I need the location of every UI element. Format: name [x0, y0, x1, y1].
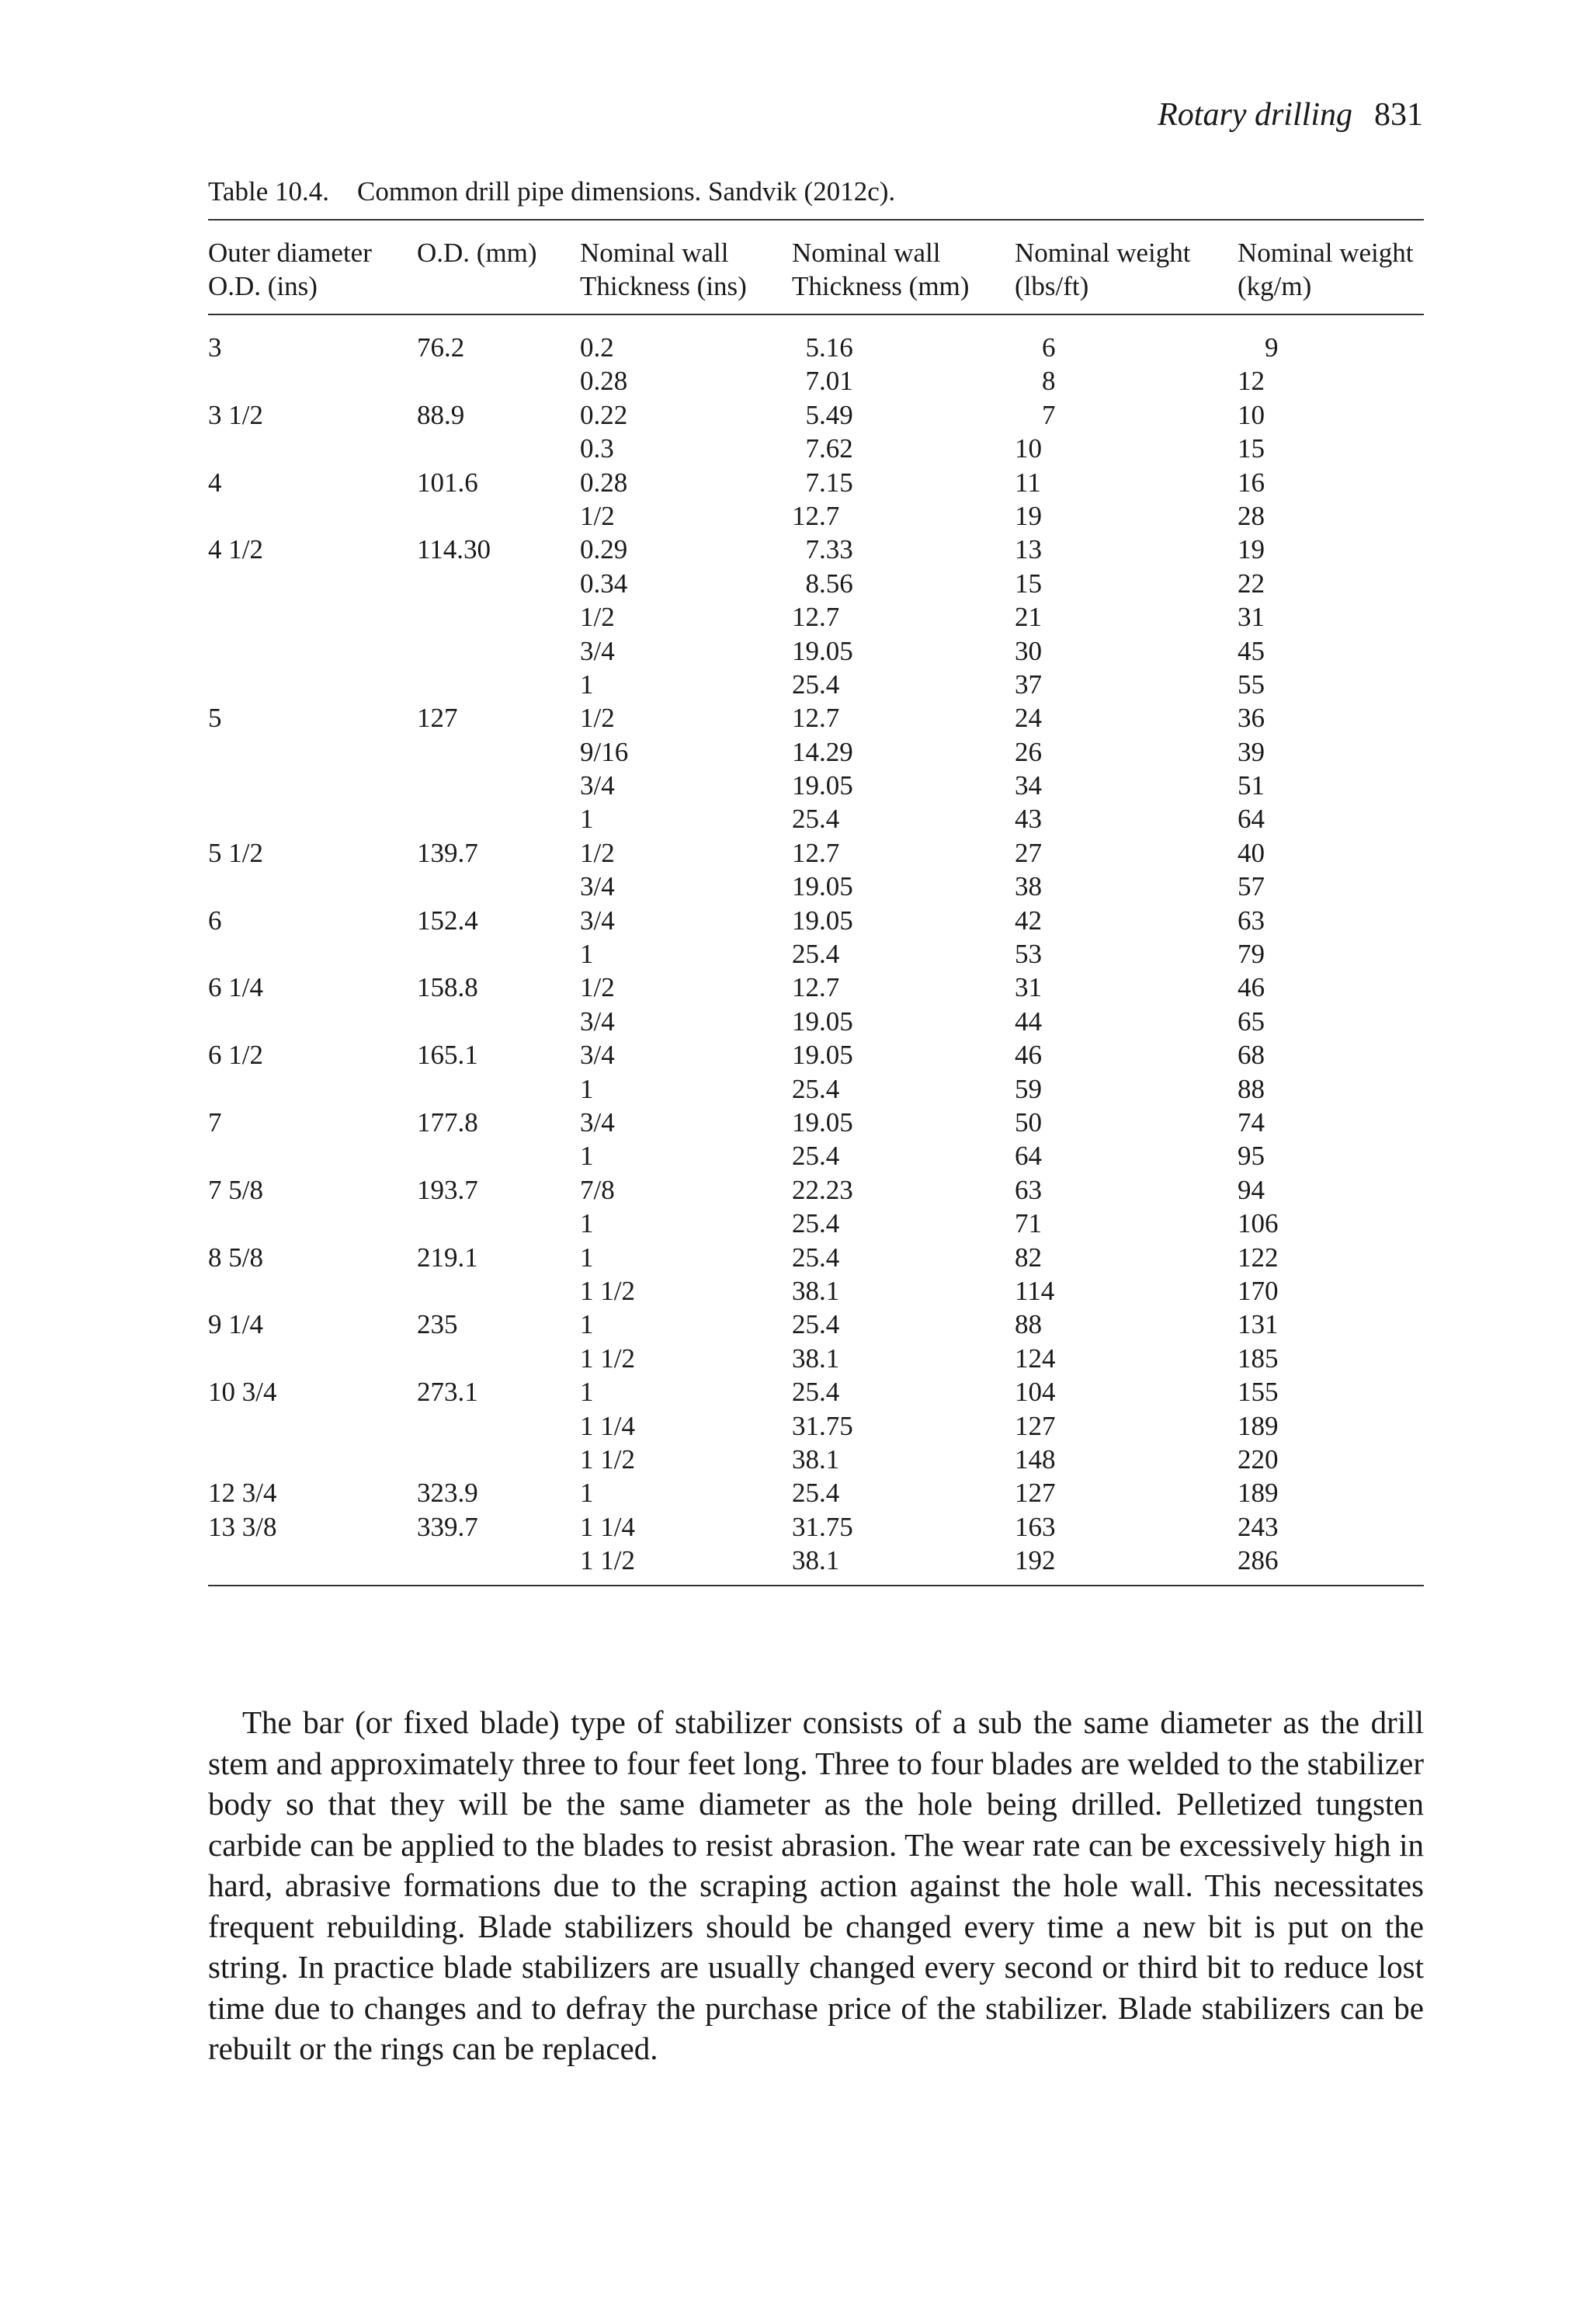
od-mm-cell: 114.30 — [417, 534, 491, 565]
wall-mm-cell: 19.05 — [792, 770, 853, 801]
od-ins-cell — [208, 600, 417, 634]
od-ins-cell — [208, 499, 417, 533]
wall-mm-cell: 25.4 — [792, 1073, 840, 1104]
od-ins-cell: 13 3/8 — [208, 1511, 277, 1542]
od-mm-cell: 152.4 — [417, 905, 478, 936]
wall-ins-cell: 0.2 — [580, 332, 614, 363]
weight-kg-cell: 155 — [1238, 1377, 1279, 1408]
wall-ins-cell: 0.28 — [580, 467, 628, 498]
weight-lbs-cell: 24 — [1015, 703, 1042, 734]
weight-kg-cell: 9 — [1238, 332, 1279, 363]
wall-ins-cell: 1 — [580, 1242, 594, 1273]
weight-lbs-cell: 15 — [1015, 568, 1042, 599]
table-row — [208, 331, 1424, 364]
weight-kg-cell: 45 — [1238, 635, 1265, 666]
od-mm-cell — [417, 769, 580, 802]
weight-kg-cell: 51 — [1238, 770, 1265, 801]
weight-kg-cell: 39 — [1238, 736, 1265, 767]
wall-ins-cell: 3/4 — [580, 871, 615, 902]
weight-kg-cell: 46 — [1238, 972, 1265, 1003]
table-bottom-rule — [208, 1585, 1424, 1586]
wall-mm-cell: 31.75 — [792, 1511, 853, 1542]
od-mm-cell — [417, 499, 580, 533]
od-mm-cell — [417, 1005, 580, 1038]
wall-mm-cell: 19.05 — [792, 635, 853, 666]
wall-mm-cell: 12.7 — [792, 972, 840, 1003]
wall-ins-cell: 3/4 — [580, 770, 615, 801]
weight-lbs-cell: 114 — [1015, 1275, 1055, 1306]
wall-mm-cell: 25.4 — [792, 1208, 840, 1239]
od-mm-cell: 235 — [417, 1309, 458, 1340]
weight-kg-cell: 68 — [1238, 1040, 1265, 1071]
weight-kg-cell: 95 — [1238, 1141, 1265, 1172]
weight-kg-cell: 63 — [1238, 905, 1265, 936]
table-row — [208, 971, 1424, 1004]
weight-lbs-cell: 11 — [1015, 467, 1041, 498]
od-ins-cell — [208, 1409, 417, 1443]
od-ins-cell — [208, 1207, 417, 1240]
table-caption-text: Common drill pipe dimensions. Sandvik (2012c). — [356, 176, 896, 207]
wall-ins-cell: 1 1/4 — [580, 1511, 635, 1542]
od-ins-cell: 6 1/2 — [208, 1040, 263, 1071]
od-ins-cell — [208, 937, 417, 971]
running-head-title: Rotary drilling — [1158, 97, 1352, 133]
wall-ins-cell: 1/2 — [580, 972, 615, 1003]
weight-kg-cell: 189 — [1238, 1478, 1279, 1509]
wall-mm-cell: 38.1 — [792, 1545, 840, 1576]
table-row — [208, 466, 1424, 499]
wall-ins-cell: 1 — [580, 1309, 594, 1340]
weight-kg-cell: 170 — [1238, 1275, 1279, 1306]
table-row — [208, 802, 1424, 835]
od-mm-cell: 165.1 — [417, 1040, 478, 1071]
od-ins-cell — [208, 1443, 417, 1476]
wall-mm-cell: 12.7 — [792, 703, 840, 734]
wall-mm-cell: 19.05 — [792, 1006, 853, 1037]
table-row — [208, 533, 1424, 566]
od-ins-cell: 6 1/4 — [208, 972, 263, 1003]
weight-lbs-cell: 44 — [1015, 1006, 1042, 1037]
wall-ins-cell: 1 — [580, 1141, 594, 1172]
wall-ins-cell: 1 — [580, 1478, 594, 1509]
od-mm-cell — [417, 634, 580, 668]
table-row — [208, 1510, 1424, 1544]
weight-kg-cell: 122 — [1238, 1242, 1279, 1273]
od-mm-cell: 88.9 — [417, 399, 465, 430]
od-ins-cell: 10 3/4 — [208, 1377, 277, 1408]
od-mm-cell — [417, 1274, 580, 1308]
weight-kg-cell: 57 — [1238, 871, 1265, 902]
wall-ins-cell: 0.28 — [580, 366, 628, 397]
table-row — [208, 1308, 1424, 1341]
od-mm-cell: 273.1 — [417, 1377, 478, 1408]
wall-mm-cell: 12.7 — [792, 837, 840, 868]
od-mm-cell — [417, 1207, 580, 1240]
od-ins-cell: 3 — [208, 332, 222, 363]
od-ins-cell: 5 — [208, 703, 222, 734]
table-row — [208, 1072, 1424, 1106]
table-row — [208, 769, 1424, 802]
od-mm-cell — [417, 364, 580, 398]
weight-kg-cell: 286 — [1238, 1545, 1279, 1576]
wall-ins-cell: 9/16 — [580, 736, 629, 767]
weight-kg-cell: 31 — [1238, 602, 1265, 633]
weight-lbs-cell: 34 — [1015, 770, 1042, 801]
wall-ins-cell: 1 1/2 — [580, 1275, 635, 1306]
wall-mm-cell: 25.4 — [792, 1309, 840, 1340]
wall-ins-cell: 1 — [580, 1208, 594, 1239]
wall-ins-cell: 1 1/2 — [580, 1343, 635, 1374]
od-mm-cell: 177.8 — [417, 1106, 478, 1138]
weight-lbs-cell: 30 — [1015, 635, 1042, 666]
wall-ins-cell: 3/4 — [580, 1040, 615, 1071]
column-header-weight-lbs: Nominal weight (lbs/ft) — [1015, 238, 1191, 301]
table-row — [208, 398, 1424, 432]
wall-mm-cell: 38.1 — [792, 1343, 840, 1374]
table-row — [208, 836, 1424, 870]
weight-lbs-cell: 148 — [1015, 1443, 1056, 1475]
od-mm-cell: 127 — [417, 703, 458, 734]
od-mm-cell — [417, 1139, 580, 1172]
od-ins-cell — [208, 634, 417, 668]
od-mm-cell: 139.7 — [417, 837, 478, 868]
od-ins-cell: 3 1/2 — [208, 399, 263, 430]
od-mm-cell: 339.7 — [417, 1511, 478, 1542]
table-row — [208, 1476, 1424, 1509]
wall-mm-cell: 8.56 — [792, 568, 853, 599]
od-ins-cell — [208, 1274, 417, 1308]
table-row — [208, 1409, 1424, 1443]
od-mm-cell: 158.8 — [417, 972, 478, 1003]
table-row — [208, 567, 1424, 600]
weight-lbs-cell: 64 — [1015, 1141, 1042, 1172]
drill-pipe-table — [208, 219, 1424, 1586]
weight-lbs-cell: 163 — [1015, 1511, 1056, 1542]
weight-lbs-cell: 31 — [1015, 972, 1042, 1003]
od-mm-cell: 323.9 — [417, 1478, 478, 1509]
wall-mm-cell: 38.1 — [792, 1443, 840, 1475]
table-row — [208, 1342, 1424, 1375]
weight-kg-cell: 131 — [1238, 1309, 1279, 1340]
weight-kg-cell: 40 — [1238, 837, 1265, 868]
od-ins-cell — [208, 364, 417, 398]
wall-mm-cell: 25.4 — [792, 1478, 840, 1509]
weight-lbs-cell: 8 — [1015, 366, 1056, 397]
od-ins-cell — [208, 432, 417, 465]
wall-mm-cell: 31.75 — [792, 1410, 853, 1441]
wall-mm-cell: 25.4 — [792, 804, 840, 835]
weight-lbs-cell: 63 — [1015, 1174, 1042, 1205]
od-ins-cell — [208, 870, 417, 903]
od-mm-cell: 219.1 — [417, 1242, 478, 1273]
weight-kg-cell: 189 — [1238, 1410, 1279, 1441]
od-ins-cell — [208, 1072, 417, 1106]
wall-mm-cell: 25.4 — [792, 1242, 840, 1273]
wall-ins-cell: 1 — [580, 1073, 594, 1104]
od-mm-cell — [417, 802, 580, 835]
weight-kg-cell: 64 — [1238, 804, 1265, 835]
column-header-wall-ins: Nominal wall Thickness (ins) — [580, 238, 747, 301]
weight-lbs-cell: 82 — [1015, 1242, 1042, 1273]
weight-lbs-cell: 7 — [1015, 399, 1056, 430]
weight-kg-cell: 74 — [1238, 1106, 1265, 1138]
wall-mm-cell: 5.49 — [792, 399, 853, 430]
column-header-wall-mm: Nominal wall Thickness (mm) — [792, 238, 970, 301]
od-ins-cell — [208, 802, 417, 835]
table-row — [208, 1375, 1424, 1409]
wall-mm-cell: 19.05 — [792, 1106, 853, 1138]
wall-ins-cell: 3/4 — [580, 1106, 615, 1138]
od-ins-cell — [208, 1342, 417, 1375]
wall-ins-cell: 3/4 — [580, 905, 615, 936]
wall-ins-cell: 1 1/2 — [580, 1545, 635, 1576]
od-ins-cell — [208, 567, 417, 600]
table-row — [208, 870, 1424, 903]
weight-kg-cell: 106 — [1238, 1208, 1279, 1239]
od-mm-cell — [417, 432, 580, 465]
od-mm-cell — [417, 735, 580, 769]
od-mm-cell — [417, 1544, 580, 1577]
table-row — [208, 668, 1424, 701]
weight-lbs-cell: 88 — [1015, 1309, 1042, 1340]
weight-kg-cell: 12 — [1238, 366, 1265, 397]
table-row — [208, 600, 1424, 634]
weight-lbs-cell: 27 — [1015, 837, 1042, 868]
wall-ins-cell: 1/2 — [580, 703, 615, 734]
weight-kg-cell: 88 — [1238, 1073, 1265, 1104]
od-ins-cell: 6 — [208, 905, 222, 936]
od-ins-cell: 12 3/4 — [208, 1478, 277, 1509]
weight-lbs-cell: 124 — [1015, 1343, 1056, 1374]
wall-ins-cell: 1 — [580, 939, 594, 970]
weight-kg-cell: 15 — [1238, 433, 1265, 464]
od-mm-cell — [417, 567, 580, 600]
wall-mm-cell: 7.15 — [792, 467, 853, 498]
wall-ins-cell: 1/2 — [580, 602, 615, 633]
od-mm-cell — [417, 870, 580, 903]
wall-mm-cell: 19.05 — [792, 1040, 853, 1071]
weight-kg-cell: 16 — [1238, 467, 1265, 498]
wall-ins-cell: 0.29 — [580, 534, 628, 565]
od-ins-cell: 9 1/4 — [208, 1309, 263, 1340]
weight-kg-cell: 10 — [1238, 399, 1265, 430]
weight-lbs-cell: 43 — [1015, 804, 1042, 835]
table-row — [208, 364, 1424, 398]
weight-lbs-cell: 37 — [1015, 669, 1042, 700]
wall-mm-cell: 25.4 — [792, 939, 840, 970]
wall-mm-cell: 38.1 — [792, 1275, 840, 1306]
weight-lbs-cell: 59 — [1015, 1073, 1042, 1104]
table-row — [208, 499, 1424, 533]
table-row — [208, 937, 1424, 971]
wall-ins-cell: 0.34 — [580, 568, 628, 599]
od-ins-cell: 8 5/8 — [208, 1242, 263, 1273]
running-head — [1158, 92, 1423, 138]
table-row — [208, 1274, 1424, 1308]
weight-lbs-cell: 46 — [1015, 1040, 1042, 1071]
od-mm-cell: 76.2 — [417, 332, 465, 363]
od-mm-cell: 193.7 — [417, 1174, 478, 1205]
weight-lbs-cell: 10 — [1015, 433, 1042, 464]
weight-lbs-cell: 104 — [1015, 1377, 1056, 1408]
od-ins-cell: 4 — [208, 467, 222, 498]
wall-ins-cell: 0.3 — [580, 433, 614, 464]
od-ins-cell: 4 1/2 — [208, 534, 263, 565]
od-ins-cell — [208, 668, 417, 701]
table-row — [208, 1173, 1424, 1207]
wall-mm-cell: 7.62 — [792, 433, 853, 464]
weight-lbs-cell: 42 — [1015, 905, 1042, 936]
table-row — [208, 1038, 1424, 1072]
od-mm-cell — [417, 668, 580, 701]
weight-kg-cell: 36 — [1238, 703, 1265, 734]
body-paragraph: The bar (or fixed blade) type of stabilizer consists of a sub the same diameter as the drill stem and approximately three to four feet long. Three to four blades are welded to the stabilizer body so that they will be the same diameter as the hole being drilled. Pelletized tungsten carbide can be applied to the blades to resist abrasion. The wear rate can be excessively high in hard, abrasive formations due to the scraping action against the hole wall. This necessitates frequent rebuilding. Blade stabilizers should be changed every time a new bit is put on the string. In practice blade stabilizers are usually changed every second or third bit to reduce lost time due to changes and to defray the purchase price of the stabilizer. Blade stabilizers can be rebuilt or the rings can be replaced. — [208, 1704, 1424, 2066]
table-row — [208, 904, 1424, 937]
od-ins-cell — [208, 1544, 417, 1577]
table-row — [208, 1005, 1424, 1038]
wall-ins-cell: 3/4 — [580, 635, 615, 666]
weight-lbs-cell: 19 — [1015, 500, 1042, 531]
od-ins-cell: 5 1/2 — [208, 837, 263, 868]
weight-kg-cell: 19 — [1238, 534, 1265, 565]
wall-mm-cell: 22.23 — [792, 1174, 853, 1205]
weight-lbs-cell: 21 — [1015, 602, 1042, 633]
wall-ins-cell: 7/8 — [580, 1174, 615, 1205]
wall-ins-cell: 1 1/4 — [580, 1410, 635, 1441]
table-row — [208, 432, 1424, 465]
od-ins-cell — [208, 769, 417, 802]
wall-ins-cell: 1/2 — [580, 837, 615, 868]
od-mm-cell — [417, 937, 580, 971]
weight-lbs-cell: 50 — [1015, 1106, 1042, 1138]
table-row — [208, 1139, 1424, 1172]
wall-mm-cell: 5.16 — [792, 332, 853, 363]
od-mm-cell: 101.6 — [417, 467, 478, 498]
weight-kg-cell: 55 — [1238, 669, 1265, 700]
weight-kg-cell: 220 — [1238, 1443, 1279, 1475]
wall-mm-cell: 12.7 — [792, 500, 840, 531]
table-row — [208, 1106, 1424, 1139]
weight-kg-cell: 79 — [1238, 939, 1265, 970]
weight-lbs-cell: 6 — [1015, 332, 1056, 363]
od-ins-cell: 7 — [208, 1106, 222, 1138]
wall-ins-cell: 1/2 — [580, 500, 615, 531]
weight-lbs-cell: 13 — [1015, 534, 1042, 565]
weight-kg-cell: 65 — [1238, 1006, 1265, 1037]
weight-kg-cell: 22 — [1238, 568, 1265, 599]
column-header-weight-kg: Nominal weight (kg/m) — [1238, 238, 1414, 301]
weight-lbs-cell: 53 — [1015, 939, 1042, 970]
wall-mm-cell: 14.29 — [792, 736, 853, 767]
od-mm-cell — [417, 1443, 580, 1476]
wall-mm-cell: 25.4 — [792, 669, 840, 700]
wall-ins-cell: 1 — [580, 669, 594, 700]
weight-lbs-cell: 192 — [1015, 1545, 1056, 1576]
weight-kg-cell: 94 — [1238, 1174, 1265, 1205]
weight-kg-cell: 243 — [1238, 1511, 1279, 1542]
table-row — [208, 701, 1424, 735]
table-row — [208, 1207, 1424, 1240]
table-row — [208, 634, 1424, 668]
wall-mm-cell: 7.33 — [792, 534, 853, 565]
od-mm-cell — [417, 1342, 580, 1375]
od-mm-cell — [417, 1409, 580, 1443]
wall-mm-cell: 12.7 — [792, 602, 840, 633]
wall-ins-cell: 0.22 — [580, 399, 628, 430]
table-caption-label: Table 10.4. — [208, 176, 329, 207]
column-header-od-mm: O.D. (mm) — [417, 238, 537, 268]
weight-lbs-cell: 26 — [1015, 736, 1042, 767]
od-ins-cell — [208, 1005, 417, 1038]
od-ins-cell — [208, 735, 417, 769]
od-ins-cell — [208, 1139, 417, 1172]
weight-lbs-cell: 127 — [1015, 1410, 1056, 1441]
wall-mm-cell: 19.05 — [792, 871, 853, 902]
weight-lbs-cell: 127 — [1015, 1478, 1056, 1509]
wall-ins-cell: 1 — [580, 804, 594, 835]
wall-ins-cell: 1 — [580, 1377, 594, 1408]
od-mm-cell — [417, 1072, 580, 1106]
table-body — [208, 315, 1424, 1585]
od-ins-cell: 7 5/8 — [208, 1174, 263, 1205]
weight-lbs-cell: 38 — [1015, 871, 1042, 902]
table-header-row — [208, 221, 1424, 314]
page-number: 831 — [1374, 97, 1423, 133]
wall-mm-cell: 25.4 — [792, 1141, 840, 1172]
table-row — [208, 1544, 1424, 1577]
table-row — [208, 1241, 1424, 1274]
wall-ins-cell: 3/4 — [580, 1006, 615, 1037]
table-row — [208, 735, 1424, 769]
weight-kg-cell: 185 — [1238, 1343, 1279, 1374]
table-caption — [208, 172, 895, 211]
wall-mm-cell: 25.4 — [792, 1377, 840, 1408]
table-row — [208, 1443, 1424, 1476]
column-header-od-ins: Outer diameter O.D. (ins) — [208, 238, 372, 301]
weight-kg-cell: 28 — [1238, 500, 1265, 531]
wall-mm-cell: 19.05 — [792, 905, 853, 936]
weight-lbs-cell: 71 — [1015, 1208, 1042, 1239]
od-mm-cell — [417, 600, 580, 634]
wall-ins-cell: 1 1/2 — [580, 1443, 635, 1475]
wall-mm-cell: 7.01 — [792, 366, 853, 397]
